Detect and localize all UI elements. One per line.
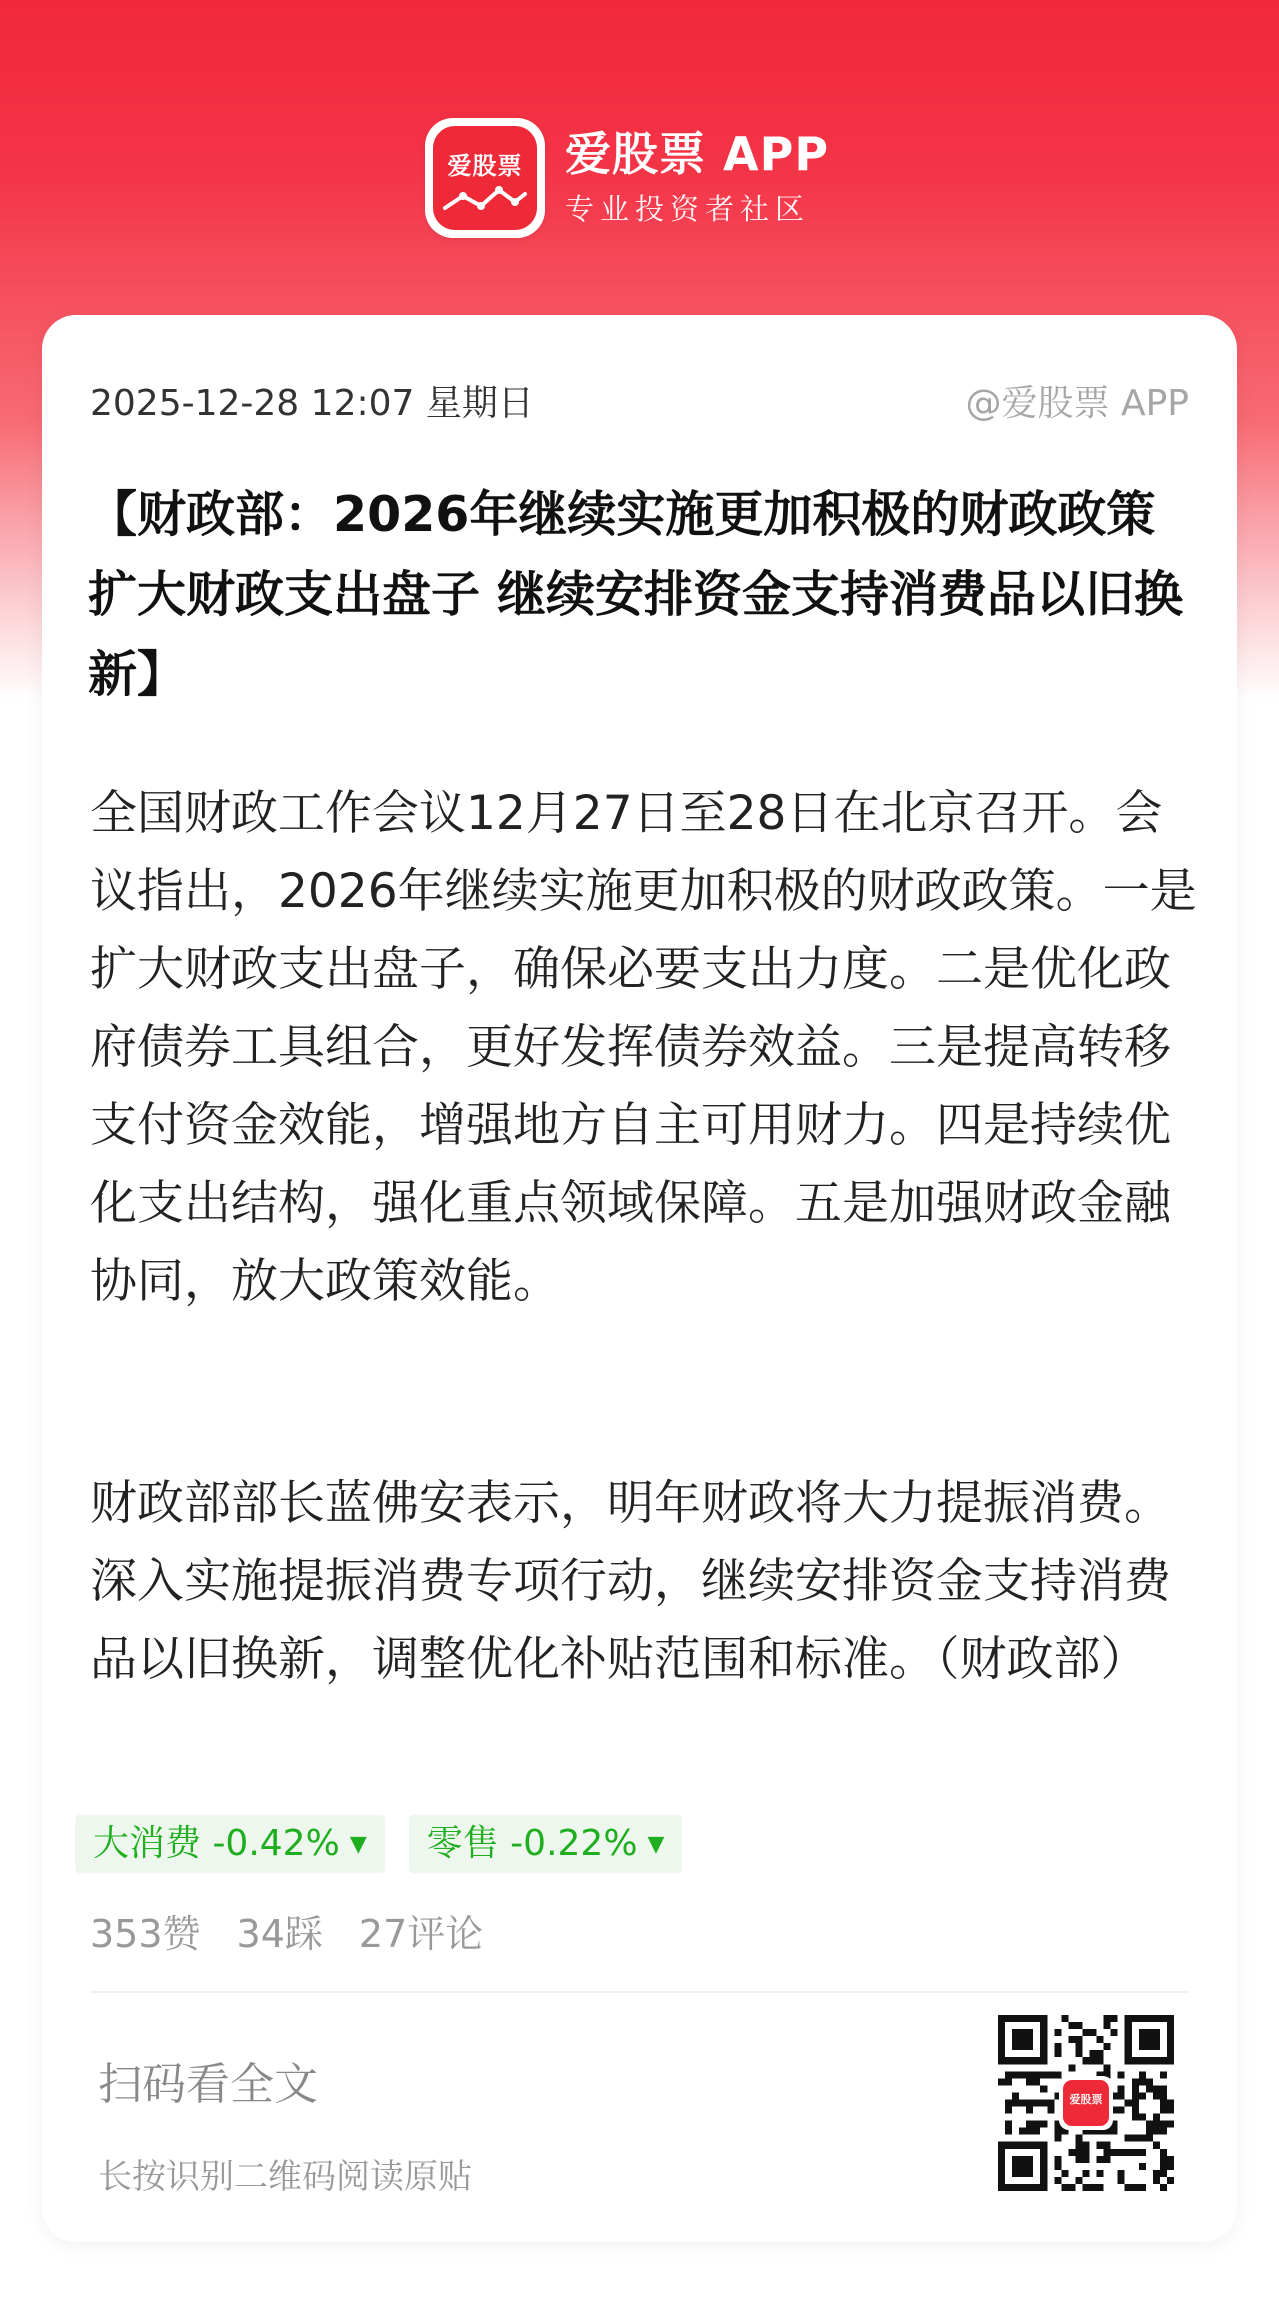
qr-code[interactable] xyxy=(998,2015,1174,2191)
likes-count[interactable]: 353赞 xyxy=(90,1912,201,1956)
brand-block xyxy=(565,126,829,230)
post-paragraph-1: 全国财政工作会议12月27日至28日在北京召开。会议指出，2026年继续实施更加积极的财政政策。一是扩大财政支出盘子，确保必要支出力度。二是优化政府债券工具组合，更好发挥债券效益。三是提高转移支付资金效能，增强地方自主可用财力。四是持续优化支出结构，强化重点领域保障。五是加强财政金融协同，放大政策效能。 xyxy=(90,786,1197,1309)
app-name: 爱股票 APP xyxy=(565,127,830,181)
post-datetime: 2025-12-28 12:07 星期日 xyxy=(90,383,534,424)
tag-label: 大消费 -0.42% xyxy=(93,1823,340,1864)
sector-tag-consumption[interactable] xyxy=(75,1815,385,1873)
logo-text: 爱股票 xyxy=(447,152,523,180)
dislikes-count[interactable]: 34踩 xyxy=(236,1912,323,1956)
qr-logo xyxy=(1059,2076,1113,2130)
scan-title: 扫码看全文 xyxy=(98,2059,318,2110)
sector-tags xyxy=(75,1815,706,1873)
comments-count[interactable]: 27评论 xyxy=(358,1912,484,1956)
qr-logo-text: 爱股票 xyxy=(1063,2080,1109,2126)
post-stats xyxy=(90,1903,519,1958)
chart-line-icon xyxy=(441,178,529,218)
post-card xyxy=(42,315,1237,2242)
down-arrow-icon: ▼ xyxy=(349,1832,367,1857)
scan-subtitle: 长按识别二维码阅读原贴 xyxy=(98,2157,472,2197)
post-title: 【财政部：2026年继续实施更加积极的财政政策 扩大财政支出盘子 继续安排资金支持消费品以旧换新】 xyxy=(88,486,1184,703)
app-header xyxy=(425,118,829,238)
down-arrow-icon: ▼ xyxy=(647,1832,665,1857)
app-logo xyxy=(425,118,545,238)
post-paragraph-2: 财政部部长蓝佛安表示，明年财政将大力提振消费。深入实施提振消费专项行动，继续安排资金支持消费品以旧换新，调整优化补贴范围和标准。（财政部） xyxy=(90,1476,1171,1687)
tag-label: 零售 -0.22% xyxy=(426,1823,638,1864)
sector-tag-retail[interactable] xyxy=(409,1815,683,1873)
divider xyxy=(90,1991,1189,1993)
app-slogan: 专业投资者社区 xyxy=(565,192,811,226)
post-source: @爱股票 APP xyxy=(965,383,1189,424)
